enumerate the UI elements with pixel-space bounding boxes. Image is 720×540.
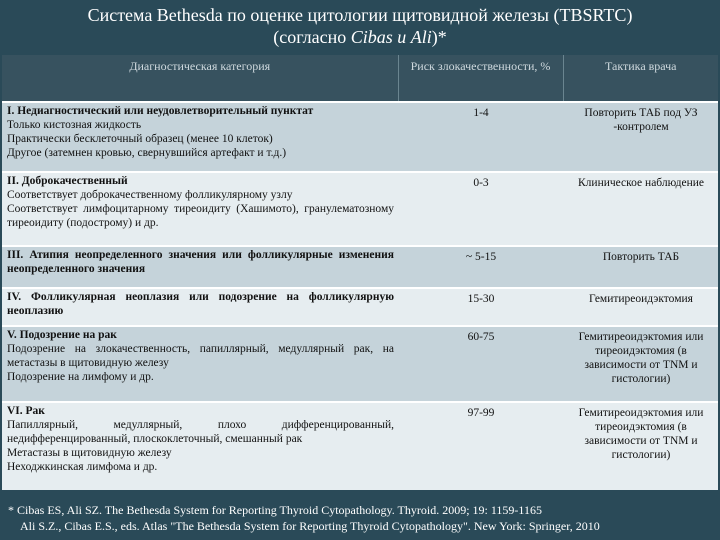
category-cell [2, 172, 398, 246]
category-detail: Соответствует лимфоцитарному тиреоидиту (Хашимото), гранулематозному тиреоидиту (подострому) и др. [7, 203, 394, 229]
risk-cell: 97-99 [398, 402, 563, 490]
reference-1: * Cibas ES, Ali SZ. The Bethesda System for Reporting Thyroid Cytopathology. Thyroid. 2009; 19: 1159-1165 [8, 503, 542, 517]
category-cell [2, 246, 398, 288]
table-row [2, 402, 718, 490]
category-title: V. Подозрение на рак [7, 329, 117, 341]
category-detail: Соответствует доброкачественному фолликулярному узлу [7, 189, 293, 201]
tactic-cell: Повторить ТАБ [563, 246, 718, 288]
title-authors: Cibas и Ali [350, 27, 432, 47]
table-row [2, 172, 718, 246]
header-category: Диагностическая категория [2, 55, 398, 102]
tactic-cell: Гемитиреоидэктомия или тиреоидэктомия (в зависимости от TNM и гистологии) [563, 402, 718, 490]
category-detail: Другое (затемнен кровью, свернувшийся артефакт и т.д.) [7, 147, 287, 159]
category-detail: Подозрение на злокачественность, папиллярный, медуллярный рак, на метастазы в щитовидную железу [7, 343, 394, 369]
category-title: IV. Фолликулярная неоплазия или подозрение на фолликулярную неоплазию [7, 291, 394, 317]
category-title: III. Атипия неопределенного значения или фолликулярные изменения неопределенного значения [7, 249, 394, 275]
table-row [2, 246, 718, 288]
table-row [2, 288, 718, 326]
references-footer [0, 498, 720, 540]
category-detail: Неходжкинская лимфома и др. [7, 461, 158, 473]
category-detail: Подозрение на лимфому и др. [7, 371, 154, 383]
risk-cell: ~ 5-15 [398, 246, 563, 288]
risk-cell: 60-75 [398, 326, 563, 402]
header-risk: Риск злокачественности, % [398, 55, 563, 102]
title-line-2-prefix: (согласно [273, 27, 351, 47]
category-detail: Только кистозная жидкость [7, 119, 142, 131]
title-line-2-suffix: )* [431, 27, 447, 47]
category-cell [2, 326, 398, 402]
category-title: I. Недиагностический или неудовлетворительный пунктат [7, 105, 314, 117]
category-title: II. Доброкачественный [7, 175, 128, 187]
title-line-2 [0, 26, 720, 48]
category-cell [2, 402, 398, 490]
header-tactic: Тактика врача [563, 55, 718, 102]
bethesda-table [2, 55, 718, 490]
tactic-cell: Клиническое наблюдение [563, 172, 718, 246]
risk-cell: 0-3 [398, 172, 563, 246]
slide-title [0, 4, 720, 48]
category-cell [2, 288, 398, 326]
tactic-cell: Гемитиреоидэктомия или тиреоидэктомия (в зависимости от TNM и гистологии) [563, 326, 718, 402]
title-line-1: Система Bethesda по оценке цитологии щитовидной железы (TBSRTC) [87, 5, 633, 25]
risk-cell: 1-4 [398, 102, 563, 172]
reference-2: Ali S.Z., Cibas E.S., eds. Atlas "The Bethesda System for Reporting Thyroid Cytopathology". New York: Springer, 2010 [20, 519, 600, 533]
table-row [2, 102, 718, 172]
risk-cell: 15-30 [398, 288, 563, 326]
category-detail: Папиллярный, медуллярный, плохо дифференцированный, недифференцированный, плоскоклеточный, смешанный рак [7, 419, 394, 445]
table-row [2, 326, 718, 402]
tactic-cell: Повторить ТАБ под УЗ -контролем [563, 102, 718, 172]
category-detail: Практически бесклеточный образец (менее 10 клеток) [7, 133, 273, 145]
category-cell [2, 102, 398, 172]
tactic-cell: Гемитиреоидэктомия [563, 288, 718, 326]
category-detail: Метастазы в щитовидную железу [7, 447, 172, 459]
category-title: VI. Рак [7, 405, 45, 417]
table-header-row [2, 55, 718, 102]
